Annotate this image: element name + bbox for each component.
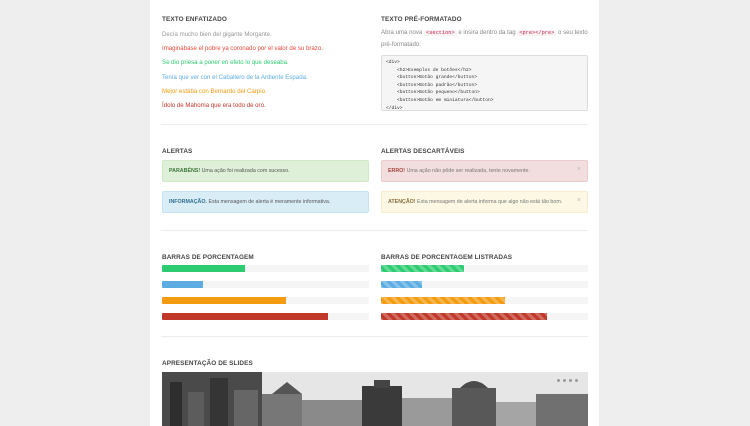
progress-fill [381, 313, 547, 320]
alert-title: ATENÇÃO! [388, 199, 416, 205]
section-tag: <section> [426, 30, 455, 36]
progress-fill [162, 265, 245, 272]
slides-heading: APRESENTAÇÃO DE SLIDES [162, 360, 253, 367]
emphasized-line: Decía mucho bien del gigante Morgante. [162, 31, 272, 38]
alert-title: PARABÉNS! [169, 168, 201, 174]
alert-text: Esta mensagem de alerta é meramente informativa. [208, 199, 331, 205]
emphasized-heading: TEXTO ENFATIZADO [162, 16, 227, 23]
slide-dots [557, 379, 578, 382]
slideshow[interactable] [162, 372, 588, 426]
code-block: <div> <h2>Exemplos de botões</h2> <button>Botão grande</button> <button>Botão padrão</button> <button>Botão pequeno</button> <button>Botão em miniatura</button> </div> [381, 55, 588, 111]
progress-fill [162, 297, 286, 304]
slide-dot[interactable] [563, 379, 566, 382]
striped-progress-bar [381, 297, 588, 304]
intro-text: Abra uma nova [381, 29, 423, 36]
slide-dot[interactable] [575, 379, 578, 382]
emphasized-line: Tenía que ver con el Caballero de la Ardiente Espada. [162, 73, 308, 81]
emphasized-line: Mejor estaba con Bernardo del Carpio. [162, 87, 267, 95]
alert-title: INFORMAÇÃO. [169, 199, 207, 205]
error-alert [381, 160, 588, 182]
emphasized-line: Se dio priesa a poner en efeto lo que deseaba. [162, 59, 289, 67]
divider [161, 124, 588, 125]
success-alert [162, 160, 369, 182]
striped-progress-bar [381, 265, 588, 272]
close-icon[interactable]: × [576, 166, 581, 173]
progress-bar [162, 313, 369, 320]
progress-fill [381, 281, 422, 288]
slide-dot[interactable] [569, 379, 572, 382]
preformatted-heading: TEXTO PRÉ-FORMATADO [381, 16, 462, 23]
alert-text: Esta mensagem de alerta informa que algo não está tão bom. [417, 199, 563, 205]
slide-dot[interactable] [557, 379, 560, 382]
progress-heading: BARRAS DE PORCENTAGEM [162, 254, 254, 261]
preformatted-intro [381, 27, 588, 50]
alerts-heading: ALERTAS [162, 148, 193, 155]
alert-text: Uma ação foi realizada com sucesso. [201, 168, 290, 174]
intro-text: e insira dentro da tag [458, 29, 516, 36]
intro-text: o seu texto pré-formatado: [381, 29, 588, 48]
striped-heading: BARRAS DE PORCENTAGEM LISTRADAS [381, 254, 513, 261]
alert-text: Uma ação não pôde ser realizada, tente novamente. [406, 168, 530, 174]
progress-fill [162, 281, 203, 288]
alert-title: ERRO! [388, 168, 406, 174]
emphasized-line: Imaginábase el pobre ya coronado por el valor de su brazo. [162, 45, 323, 53]
slide-image [162, 372, 588, 426]
progress-bar [162, 297, 369, 304]
warning-alert [381, 191, 588, 213]
dismissable-heading: ALERTAS DESCARTÁVEIS [381, 148, 465, 155]
progress-fill [162, 313, 328, 320]
pre-tag: <pre></pre> [519, 30, 555, 36]
progress-fill [381, 265, 464, 272]
emphasized-line: Ídolo de Mahoma que era todo de oro. [162, 101, 266, 109]
progress-fill [381, 297, 505, 304]
emphasized-section [162, 16, 369, 113]
info-alert [162, 191, 369, 213]
striped-progress-bar [381, 281, 588, 288]
divider [161, 336, 588, 337]
preformatted-section [381, 16, 588, 50]
striped-progress-bar [381, 313, 588, 320]
progress-bar [162, 265, 369, 272]
progress-bar [162, 281, 369, 288]
close-icon[interactable]: × [576, 197, 581, 204]
divider [161, 230, 588, 231]
content-page [150, 0, 599, 426]
